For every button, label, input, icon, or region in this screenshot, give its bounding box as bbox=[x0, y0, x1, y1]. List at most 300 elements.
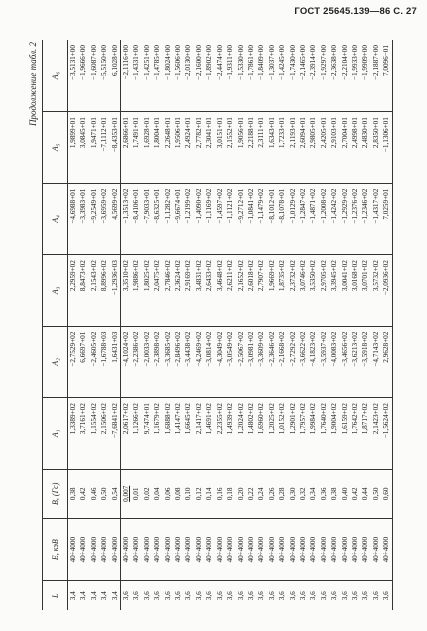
table-row bbox=[319, 40, 329, 610]
table-cell: 40÷4000 bbox=[68, 518, 79, 581]
table-cell: 3,6 bbox=[340, 591, 349, 601]
table-row bbox=[340, 40, 350, 610]
table-cell: 3,6 bbox=[371, 591, 380, 601]
col-header-a2: A₂ bbox=[43, 326, 68, 398]
table-cell: 2,6211+02 bbox=[225, 255, 235, 327]
table-cell: −2,3914+00 bbox=[308, 40, 318, 112]
table-cell: 0,60 bbox=[381, 469, 392, 518]
table-cell: 3,6 bbox=[350, 591, 359, 601]
table-cell: 3,6 bbox=[267, 591, 276, 601]
table-cell: 0,12 bbox=[194, 469, 204, 518]
table-row bbox=[298, 40, 308, 610]
table-row bbox=[225, 40, 235, 610]
table-cell: −1,9933+00 bbox=[350, 40, 360, 112]
table-cell: 2,1193+01 bbox=[288, 112, 298, 184]
table-cell: −3,6959+02 bbox=[99, 183, 109, 255]
table-cell: 2,0475+02 bbox=[152, 255, 162, 327]
table-row bbox=[131, 40, 141, 610]
table-cell: 3,6 bbox=[194, 591, 203, 601]
table-cell: −1,6788+03 bbox=[99, 326, 109, 398]
table-cell: 0,24 bbox=[256, 469, 266, 518]
table-cell: 8,8996+02 bbox=[99, 255, 109, 327]
table-cell: −1,1479+02 bbox=[256, 183, 266, 255]
table-cell: 1,9056+01 bbox=[236, 112, 246, 184]
col-header-e: E, кэВ bbox=[43, 518, 68, 581]
table-cell: −2,7529+02 bbox=[68, 326, 79, 398]
table-cell: 0,50 bbox=[99, 469, 109, 518]
table-cell: 2,2355+02 bbox=[215, 398, 225, 470]
col-header-a5: A₅ bbox=[43, 112, 68, 184]
table-cell: 2,1417+02 bbox=[194, 398, 204, 470]
table-cell: 0,42 bbox=[78, 469, 88, 518]
col-header-a6: A₆ bbox=[43, 40, 68, 112]
table-cell: 0,10 bbox=[183, 469, 193, 518]
table-cell: 3,4 bbox=[79, 591, 88, 601]
table-cell: 3,6 bbox=[205, 591, 214, 601]
table-cell: 7,0259+01 bbox=[381, 183, 392, 255]
table-cell: 1,1266+02 bbox=[131, 398, 141, 470]
table-cell: 1,4939+02 bbox=[225, 398, 235, 470]
table-cell: −2,0936+02 bbox=[381, 255, 392, 327]
table-cell: 3,3510+02 bbox=[121, 255, 132, 327]
table-cell: −7,1112+01 bbox=[99, 112, 109, 184]
table-cell: 0,28 bbox=[277, 469, 287, 518]
table-cell: −4,6988+01 bbox=[68, 183, 79, 255]
table-cell: 6,6697+01 bbox=[78, 326, 88, 398]
table-cell: 1,8717+02 bbox=[360, 398, 370, 470]
table-cell: 3,6 bbox=[330, 591, 339, 601]
table-cell: 1,9506+01 bbox=[173, 112, 183, 184]
table-cell: −4,2469+02 bbox=[194, 326, 204, 398]
table-cell: 0,20 bbox=[236, 469, 246, 518]
table-cell: 1,9471+01 bbox=[89, 112, 99, 184]
table-cell: 3,6 bbox=[278, 591, 287, 601]
table-cell: 40÷4000 bbox=[308, 518, 318, 581]
table-cell: −1,4331+00 bbox=[131, 40, 141, 112]
table-cell: 3,6 bbox=[319, 591, 328, 601]
table-cell: 2,9805+01 bbox=[308, 112, 318, 184]
table-row bbox=[68, 40, 79, 610]
table-cell: 3,0168+02 bbox=[350, 255, 360, 327]
table-cell: 1,6343+01 bbox=[267, 112, 277, 184]
col-header-a3: A₃ bbox=[43, 255, 68, 327]
table-cell: −1,4317+02 bbox=[371, 183, 381, 255]
table-cell: −1,9311+00 bbox=[225, 40, 235, 112]
table-cell: −1,8902+00 bbox=[204, 40, 214, 112]
table-cell: 1,6645+02 bbox=[183, 398, 193, 470]
table-cell: −1,3037+00 bbox=[267, 40, 277, 112]
table-cell: −1,2008+02 bbox=[319, 183, 329, 255]
table-cell: 1,6159+02 bbox=[340, 398, 350, 470]
table-row bbox=[183, 40, 193, 610]
table-cell: 2,7907+02 bbox=[256, 255, 266, 327]
table-cell: −2,1668+02 bbox=[277, 326, 287, 398]
table-cell: 40÷4000 bbox=[329, 518, 339, 581]
table-row bbox=[163, 40, 173, 610]
table-cell: 0,32 bbox=[298, 469, 308, 518]
table-cell: 40÷4000 bbox=[163, 518, 173, 581]
table-cell: 2,4205+01 bbox=[319, 112, 329, 184]
table-cell: 3,6 bbox=[236, 591, 245, 601]
table-row bbox=[329, 40, 339, 610]
table-cell: 2,1506+02 bbox=[99, 398, 109, 470]
table-cell: 40÷4000 bbox=[121, 518, 132, 581]
table-cell: 0,01 bbox=[131, 469, 141, 518]
table-cell: −1,9297+00 bbox=[319, 40, 329, 112]
table-cell: 0,34 bbox=[308, 469, 318, 518]
table-cell: 2,6094+01 bbox=[298, 112, 308, 184]
table-cell: −7,6841+02 bbox=[110, 398, 121, 470]
table-cell: 1,2901+02 bbox=[288, 398, 298, 470]
table-cell: 2,1543+02 bbox=[89, 255, 99, 327]
table-cell: 40÷4000 bbox=[256, 518, 266, 581]
table-cell: 2,7004+01 bbox=[340, 112, 350, 184]
table-cell: 2,2188+01 bbox=[246, 112, 256, 184]
table-cell: −2,3638+00 bbox=[329, 40, 339, 112]
table-cell: 40÷4000 bbox=[340, 518, 350, 581]
table-cell: −8,1078+01 bbox=[277, 183, 287, 255]
table-cell: 3,5732+02 bbox=[371, 255, 381, 327]
table-cell: −3,3685+02 bbox=[163, 326, 173, 398]
table-cell: 40÷4000 bbox=[142, 518, 152, 581]
table-cell: −1,4597+02 bbox=[215, 183, 225, 255]
table-cell: 0,18 bbox=[225, 469, 235, 518]
table-cell: 1,6960+02 bbox=[256, 398, 266, 470]
table-row bbox=[267, 40, 277, 610]
table-cell: 3,6 bbox=[215, 591, 224, 601]
table-cell: 2,9103+01 bbox=[329, 112, 339, 184]
table-cell: 40÷4000 bbox=[99, 518, 109, 581]
table-cell: 40÷4000 bbox=[381, 518, 392, 581]
col-header-b: B, (Гс) bbox=[43, 469, 68, 518]
table-cell: −8,1012+01 bbox=[267, 183, 277, 255]
table-cell: 0,16 bbox=[215, 469, 225, 518]
table-cell: 2,6433+02 bbox=[204, 255, 214, 327]
table-cell: 2,1423+02 bbox=[371, 398, 381, 470]
table-cell: −1,2376+02 bbox=[350, 183, 360, 255]
table-cell: −1,1282+02 bbox=[163, 183, 173, 255]
table-cell: 1,8004+01 bbox=[152, 112, 162, 184]
table-cell: −1,5624+02 bbox=[381, 398, 392, 470]
table-cell: −8,4106+01 bbox=[131, 183, 141, 255]
table-cell: 1,9886+02 bbox=[131, 255, 141, 327]
table-cell: −1,4785+00 bbox=[152, 40, 162, 112]
table-cell: 3,3945+02 bbox=[329, 255, 339, 327]
table-cell: 3,4 bbox=[89, 591, 98, 601]
rotated-table-block bbox=[28, 40, 398, 610]
table-cell: 3,6 bbox=[132, 591, 141, 601]
table-cell: 2,3111+01 bbox=[256, 112, 266, 184]
table-cell: 1,9984+02 bbox=[308, 398, 318, 470]
table-cell: 0,26 bbox=[267, 469, 277, 518]
table-cell: 0,42 bbox=[350, 469, 360, 518]
table-cell: −7,9033+01 bbox=[142, 183, 152, 255]
col-header-a1: A₁ bbox=[43, 398, 68, 470]
table-cell: 3,4 bbox=[110, 591, 119, 601]
table-cell: 40÷4000 bbox=[204, 518, 214, 581]
table-cell: −1,0129+02 bbox=[288, 183, 298, 255]
table-cell: −1,8409+00 bbox=[256, 40, 266, 112]
table-cell: 40÷4000 bbox=[288, 518, 298, 581]
table-cell: 3,4831+02 bbox=[194, 255, 204, 327]
table-cell: 3,6 bbox=[246, 591, 255, 601]
table-cell: 1,8025+02 bbox=[142, 255, 152, 327]
table-cell: 40÷4000 bbox=[246, 518, 256, 581]
table-row bbox=[78, 40, 88, 610]
table-cell: 40÷4000 bbox=[360, 518, 370, 581]
table-cell: −3,5937+02 bbox=[319, 326, 329, 398]
table-cell: 4,5699+02 bbox=[110, 183, 121, 255]
table-cell: −3,4438+02 bbox=[183, 326, 193, 398]
table-cell: 1,7957+02 bbox=[298, 398, 308, 470]
table-cell: −2,3898+02 bbox=[152, 326, 162, 398]
table-row bbox=[152, 40, 162, 610]
table-cell: 3,0041+02 bbox=[340, 255, 350, 327]
table-cell: 2,3732+02 bbox=[288, 255, 298, 327]
table-cell: 1,6928+01 bbox=[142, 112, 152, 184]
table-row bbox=[121, 40, 132, 610]
table-cell: −2,2386+02 bbox=[131, 326, 141, 398]
table-cell: −9,2712+01 bbox=[236, 183, 246, 255]
table-cell: 3,4648+02 bbox=[215, 255, 225, 327]
table-row bbox=[173, 40, 183, 610]
table-cell: −4,0083+02 bbox=[329, 326, 339, 398]
table-cell: 1,9004+02 bbox=[329, 398, 339, 470]
table-row bbox=[215, 40, 225, 610]
table-cell: 2,4830+01 bbox=[360, 112, 370, 184]
table-cell: −3,4656+02 bbox=[340, 326, 350, 398]
table-cell: 3,5350+02 bbox=[308, 255, 318, 327]
table-cell: −2,2104+00 bbox=[340, 40, 350, 112]
table-cell: 2,2959+02 bbox=[68, 255, 79, 327]
table-cell: 2,1652+02 bbox=[236, 255, 246, 327]
table-cell: −2,5067+02 bbox=[236, 326, 246, 398]
table-cell: 2,6866+01 bbox=[121, 112, 132, 184]
table-cell: 2,1552+01 bbox=[225, 112, 235, 184]
table-cell: 2,3041+01 bbox=[204, 112, 214, 184]
table-cell: 3,6 bbox=[288, 591, 297, 601]
table-cell: −1,6087+00 bbox=[89, 40, 99, 112]
table-cell: −2,1600+00 bbox=[194, 40, 204, 112]
table-row bbox=[194, 40, 204, 610]
table-cell: −1,4242+02 bbox=[329, 183, 339, 255]
table-cell: 3,6 bbox=[382, 591, 391, 601]
table-cell: 1,6888+02 bbox=[163, 398, 173, 470]
table-cell: 3,0701+02 bbox=[360, 255, 370, 327]
table-cell: 0,14 bbox=[204, 469, 214, 518]
table-row bbox=[350, 40, 360, 610]
table-cell: −4,3049+02 bbox=[215, 326, 225, 398]
table-cell: 40÷4000 bbox=[194, 518, 204, 581]
table-row bbox=[288, 40, 298, 610]
page-header: ГОСТ 25645.139—86 С. 27 bbox=[294, 6, 417, 17]
table-cell: −2,0033+02 bbox=[142, 326, 152, 398]
table-cell: −1,2199+02 bbox=[183, 183, 193, 255]
table-cell: 2,4998+01 bbox=[350, 112, 360, 184]
table-cell: 40÷4000 bbox=[183, 518, 193, 581]
table-cell: 1,3389+02 bbox=[68, 398, 79, 470]
table-cell: 2,9705+02 bbox=[319, 255, 329, 327]
table-header-row bbox=[43, 40, 68, 610]
table-cell: −4,1024+02 bbox=[121, 326, 132, 398]
table-cell: −1,3513+02 bbox=[121, 183, 132, 255]
table-cell: −2,3646+02 bbox=[267, 326, 277, 398]
table-cell: 40÷4000 bbox=[298, 518, 308, 581]
table-cell: 3,6 bbox=[298, 591, 307, 601]
table-cell: −1,1121+02 bbox=[225, 183, 235, 255]
table-cell: −3,6213+02 bbox=[350, 326, 360, 398]
table-cell: 40÷4000 bbox=[350, 518, 360, 581]
table-cell: 3,6 bbox=[153, 591, 162, 601]
table-cell: −3,0549+02 bbox=[225, 326, 235, 398]
table-cell: 2,6018+02 bbox=[246, 255, 256, 327]
table-cell: 40÷4000 bbox=[215, 518, 225, 581]
table-cell: 40÷4000 bbox=[152, 518, 162, 581]
table-row bbox=[360, 40, 370, 610]
table-cell: 9,7474+01 bbox=[142, 398, 152, 470]
table-cell: 3,6 bbox=[174, 591, 183, 601]
table-cell: 0,40 bbox=[340, 469, 350, 518]
table-cell: 1,0152+02 bbox=[277, 398, 287, 470]
table-cell: −1,1306+01 bbox=[381, 112, 392, 184]
table-cell: 40÷4000 bbox=[131, 518, 141, 581]
table-cell: 0,08 bbox=[173, 469, 183, 518]
table-cell: 3,7161+02 bbox=[78, 398, 88, 470]
table-cell: 0,44 bbox=[360, 469, 370, 518]
table-row bbox=[236, 40, 246, 610]
table-cell: −3,0981+02 bbox=[246, 326, 256, 398]
table-cell: −9,6674+01 bbox=[173, 183, 183, 255]
coefficients-table bbox=[42, 40, 393, 610]
table-row bbox=[256, 40, 266, 610]
table-cell: 0,30 bbox=[288, 469, 298, 518]
table-cell: 1,9669+02 bbox=[267, 255, 277, 327]
table-cell: 40÷4000 bbox=[267, 518, 277, 581]
table-cell: 1,7640+02 bbox=[319, 398, 329, 470]
table-cell: −5,5150+00 bbox=[99, 40, 109, 112]
table-cell: −8,6325+01 bbox=[152, 183, 162, 255]
table-cell: −1,5606+00 bbox=[173, 40, 183, 112]
table-cell: 0,36 bbox=[319, 469, 329, 518]
table-cell: 40÷4000 bbox=[371, 518, 381, 581]
table-cell: −1,0841+02 bbox=[246, 183, 256, 255]
table-cell: 0,38 bbox=[329, 469, 339, 518]
table-cell: −3,3983+01 bbox=[78, 183, 88, 255]
table-cell: 2,4924+01 bbox=[183, 112, 193, 184]
table-cell: 2,8350+01 bbox=[371, 112, 381, 184]
table-cell: −9,2549+01 bbox=[89, 183, 99, 255]
table-cell: 2,7846+02 bbox=[163, 255, 173, 327]
table-cell: −3,5131+00 bbox=[68, 40, 79, 112]
table-cell: 0,54 bbox=[110, 469, 121, 518]
table-cell: 3,6 bbox=[163, 591, 172, 601]
table-cell: −1,9909+00 bbox=[360, 40, 370, 112]
table-cell: −3,6622+02 bbox=[298, 326, 308, 398]
table-cell: 0,38 bbox=[68, 469, 79, 518]
table-cell: −3,3609+02 bbox=[256, 326, 266, 398]
table-cell: 1,4147+02 bbox=[173, 398, 183, 470]
table-cell: −1,2929+02 bbox=[340, 183, 350, 255]
table-cell: −2,1887+00 bbox=[371, 40, 381, 112]
table-row bbox=[204, 40, 214, 610]
table-cell: 3,0746+02 bbox=[298, 255, 308, 327]
table-cell: 40÷4000 bbox=[173, 518, 183, 581]
table-cell: 1,9899+01 bbox=[68, 112, 79, 184]
col-header-a4: A₄ bbox=[43, 183, 68, 255]
table-cell: 1,1554+02 bbox=[89, 398, 99, 470]
table-cell: 1,8735+02 bbox=[277, 255, 287, 327]
table-cell: 3,6 bbox=[226, 591, 235, 601]
table-cell: 2,2648+01 bbox=[163, 112, 173, 184]
table-cell: 6,1028+00 bbox=[110, 40, 121, 112]
table-cell: 3,6 bbox=[184, 591, 193, 601]
table-cell: −2,1116+00 bbox=[121, 40, 132, 112]
table-cell: 1,2024+02 bbox=[236, 398, 246, 470]
table-cell: 2,9169+02 bbox=[183, 255, 193, 327]
table-cell: −1,5330+00 bbox=[236, 40, 246, 112]
table-cell: 2,9628+02 bbox=[381, 326, 392, 398]
table-cell: 0,04 bbox=[152, 469, 162, 518]
table-caption: Продолжение табл. 2 bbox=[28, 42, 38, 126]
table-row bbox=[99, 40, 109, 610]
table-cell: 1,4802+02 bbox=[246, 398, 256, 470]
table-cell: 3,6 bbox=[121, 581, 132, 610]
table-cell: 40÷4000 bbox=[110, 518, 121, 581]
table-cell: 8,8473+02 bbox=[78, 255, 88, 327]
table-cell: 1,7233+01 bbox=[277, 112, 287, 184]
table-cell: −1,4090+02 bbox=[194, 183, 204, 255]
table-cell: −2,4474+00 bbox=[215, 40, 225, 112]
table-cell: 3,0845+01 bbox=[78, 112, 88, 184]
table-cell: 40÷4000 bbox=[236, 518, 246, 581]
table-cell: −1,4251+00 bbox=[142, 40, 152, 112]
table-cell: 1,7491+01 bbox=[131, 112, 141, 184]
table-cell: −1,1169+02 bbox=[204, 183, 214, 255]
table-cell: −4,7143+02 bbox=[371, 326, 381, 398]
table-cell: −1,7861+00 bbox=[246, 40, 256, 112]
table-cell: −1,4871+02 bbox=[308, 183, 318, 255]
table-cell: 40÷4000 bbox=[225, 518, 235, 581]
table-body bbox=[68, 40, 393, 610]
table-cell: 0,007 bbox=[121, 469, 132, 518]
table-cell: 3,6 bbox=[142, 591, 151, 601]
table-cell: 0,22 bbox=[246, 469, 256, 518]
table-cell: −1,2847+02 bbox=[298, 183, 308, 255]
col-header-l: L bbox=[43, 581, 68, 610]
table-cell: −1,8024+00 bbox=[163, 40, 173, 112]
table-cell: 2,7782+01 bbox=[194, 112, 204, 184]
table-row bbox=[246, 40, 256, 610]
table-cell: 3,0151+01 bbox=[215, 112, 225, 184]
table-cell: 1,7642+02 bbox=[350, 398, 360, 470]
table-row bbox=[371, 40, 381, 610]
table-cell: −1,2936+03 bbox=[110, 255, 121, 327]
table-cell: 1,6431+03 bbox=[110, 326, 121, 398]
table-cell: −2,7292+02 bbox=[288, 326, 298, 398]
table-cell: 1,4691+02 bbox=[204, 398, 214, 470]
table-cell: 0,46 bbox=[89, 469, 99, 518]
table-cell: 7,0096−01 bbox=[381, 40, 392, 112]
table-cell: −8,4353+01 bbox=[110, 112, 121, 184]
table-row bbox=[381, 40, 392, 610]
table-cell: −2,8496+02 bbox=[173, 326, 183, 398]
table-cell: 40÷4000 bbox=[89, 518, 99, 581]
table-cell: 40÷4000 bbox=[319, 518, 329, 581]
table-cell: 0,06 bbox=[163, 469, 173, 518]
table-cell: −1,9666+00 bbox=[78, 40, 88, 112]
table-cell: 1,1679+02 bbox=[152, 398, 162, 470]
table-cell: 40÷4000 bbox=[78, 518, 88, 581]
